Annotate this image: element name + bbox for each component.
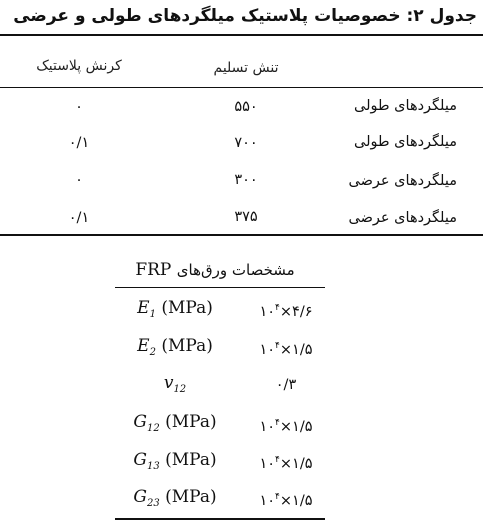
table-caption: جدول ۲: خصوصیات پلاستیک میلگردهای طولی و عرضی [13, 6, 477, 26]
frp-value-E2: $۱/۵\times ۱۰^۴$ [259, 341, 313, 358]
frp-prop-E1: $E_1$ (MPa) [137, 298, 213, 320]
row2-stress: ۷۰۰ [234, 135, 258, 151]
row3-stress: ۳۰۰ [234, 172, 258, 188]
header-plastic-strain: کرنش پلاستیک [36, 58, 122, 74]
row3-strain: ۰ [75, 172, 83, 188]
frp-value-E1: $۴/۶\times ۱۰^۴$ [259, 303, 313, 320]
header-yield-stress: تنش تسلیم [213, 60, 279, 76]
row2-label: میلگردهای طولی [354, 134, 457, 150]
row4-stress: ۳۷۵ [234, 209, 258, 225]
frp-prop-G12: $G_{12}$ (MPa) [133, 412, 217, 434]
row3-label: میلگردهای عرضی [348, 173, 457, 189]
frp-header-rule [115, 287, 325, 288]
frp-prop-G23: $G_{23}$ (MPa) [133, 487, 217, 509]
frp-value-G13: $۱/۵\times ۱۰^۴$ [259, 455, 313, 472]
header-rule [0, 87, 483, 88]
row1-stress: ۵۵۰ [234, 99, 258, 115]
row4-label: میلگردهای عرضی [348, 210, 457, 226]
frp-title-fa: مشخصات ورق‌های [176, 261, 295, 279]
frp-value-v12: ۰/۳ [275, 377, 297, 393]
frp-table-title [135, 260, 294, 280]
frp-value-G23: $۱/۵\times ۱۰^۴$ [259, 492, 313, 509]
frp-bottom-rule [115, 518, 325, 520]
frp-title-en: FRP [135, 260, 172, 280]
row1-label: میلگردهای طولی [354, 98, 457, 114]
frp-prop-G13: $G_{13}$ (MPa) [133, 450, 217, 472]
row1-strain: ۰ [75, 99, 83, 115]
bottom-rule [0, 234, 483, 236]
top-rule [0, 34, 483, 36]
frp-prop-E2: $E_2$ (MPa) [137, 336, 213, 358]
row4-strain: ۰/۱ [68, 210, 90, 226]
frp-value-G12: $۱/۵\times ۱۰^۴$ [259, 418, 313, 435]
row2-strain: ۰/۱ [68, 135, 90, 151]
frp-prop-v12: $v_{12}$ [163, 373, 187, 395]
